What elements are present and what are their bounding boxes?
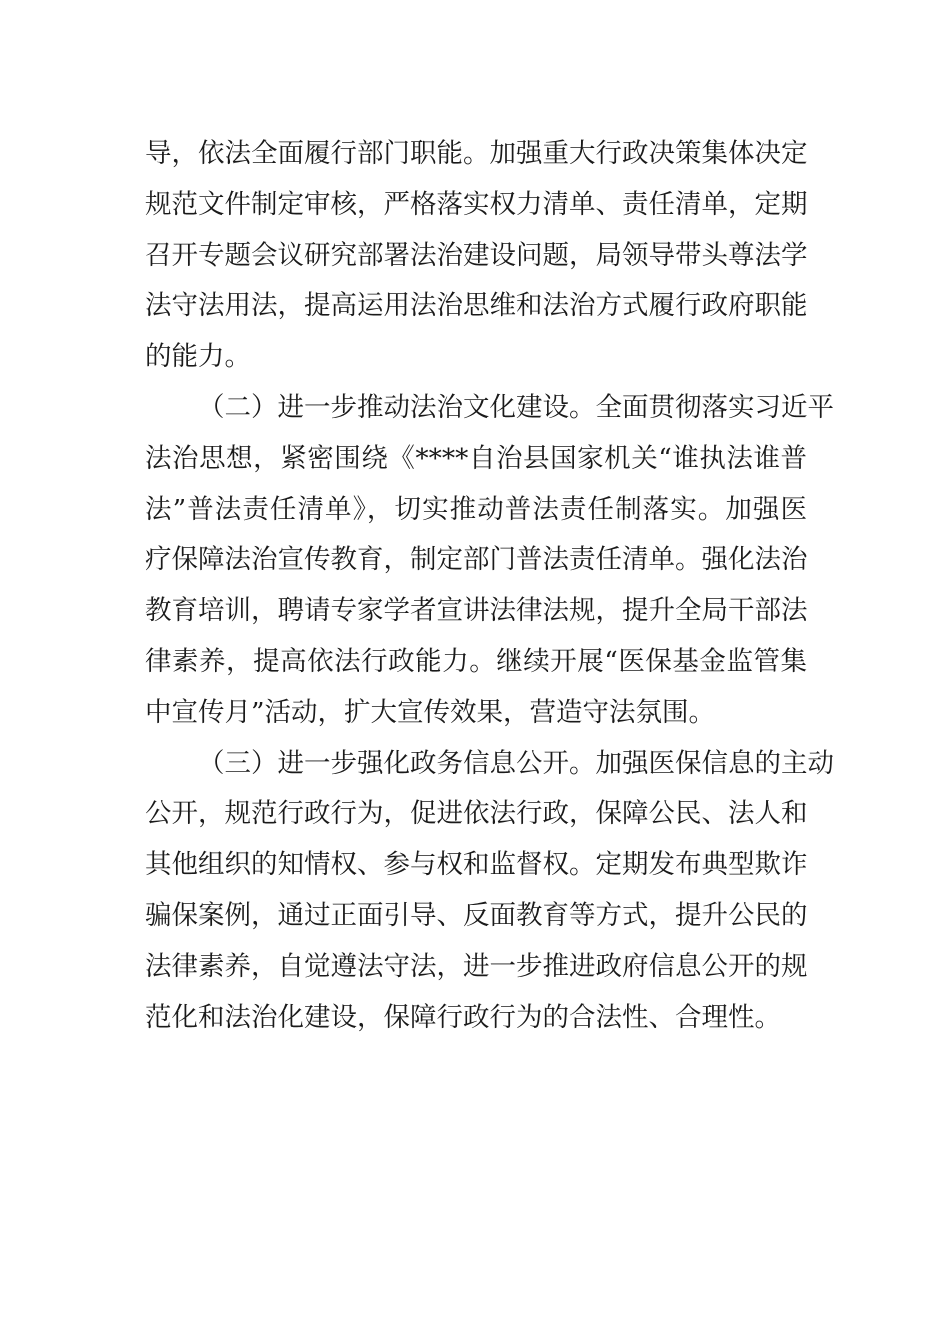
paragraph-2-line-4: 疗保障法治宣传教育，制定部门普法责任清单。强化法治 (145, 544, 808, 576)
paragraph-2-line-7: 中宣传月”活动，扩大宣传效果，营造守法氛围。 (145, 696, 716, 728)
paragraph-1-line-2: 规范文件制定审核，严格落实权力清单、责任清单，定期 (145, 188, 808, 220)
paragraph-2-line-2: 法治思想，紧密围绕《****自治县国家机关“谁执法谁普 (145, 442, 807, 474)
paragraph-3-line-6: 范化和法治化建设，保障行政行为的合法性、合理性。 (145, 1001, 781, 1033)
paragraph-3-line-2: 公开，规范行政行为，促进依法行政，保障公民、法人和 (145, 798, 808, 830)
paragraph-2-line-1: （二）进一步推动法治文化建设。全面贯彻落实习近平 (198, 391, 834, 423)
paragraph-2-line-5: 教育培训，聘请专家学者宣讲法律法规，提升全局干部法 (145, 595, 808, 627)
paragraph-2-line-6: 律素养，提高依法行政能力。继续开展“医保基金监管集 (145, 645, 807, 677)
paragraph-1-line-1: 导，依法全面履行部门职能。加强重大行政决策集体决定 (145, 138, 808, 169)
paragraph-1-line-4: 法守法用法，提高运用法治思维和法治方式履行政府职能 (145, 290, 808, 322)
paragraph-3-line-5: 法律素养，自觉遵法守法，进一步推进政府信息公开的规 (145, 950, 808, 982)
paragraph-2-line-3: 法”普法责任清单》，切实推动普法责任制落实。加强医 (145, 493, 807, 525)
paragraph-3-line-1: （三）进一步强化政务信息公开。加强医保信息的主动 (198, 747, 834, 779)
document-body (145, 129, 834, 1043)
paragraph-3-line-3: 其他组织的知情权、参与权和监督权。定期发布典型欺诈 (145, 849, 808, 881)
paragraph-1-line-3: 召开专题会议研究部署法治建设问题，局领导带头尊法学 (145, 239, 808, 271)
paragraph-3-line-4: 骗保案例，通过正面引导、反面教育等方式，提升公民的 (145, 899, 808, 931)
paragraph-1-line-5: 的能力。 (145, 341, 251, 373)
